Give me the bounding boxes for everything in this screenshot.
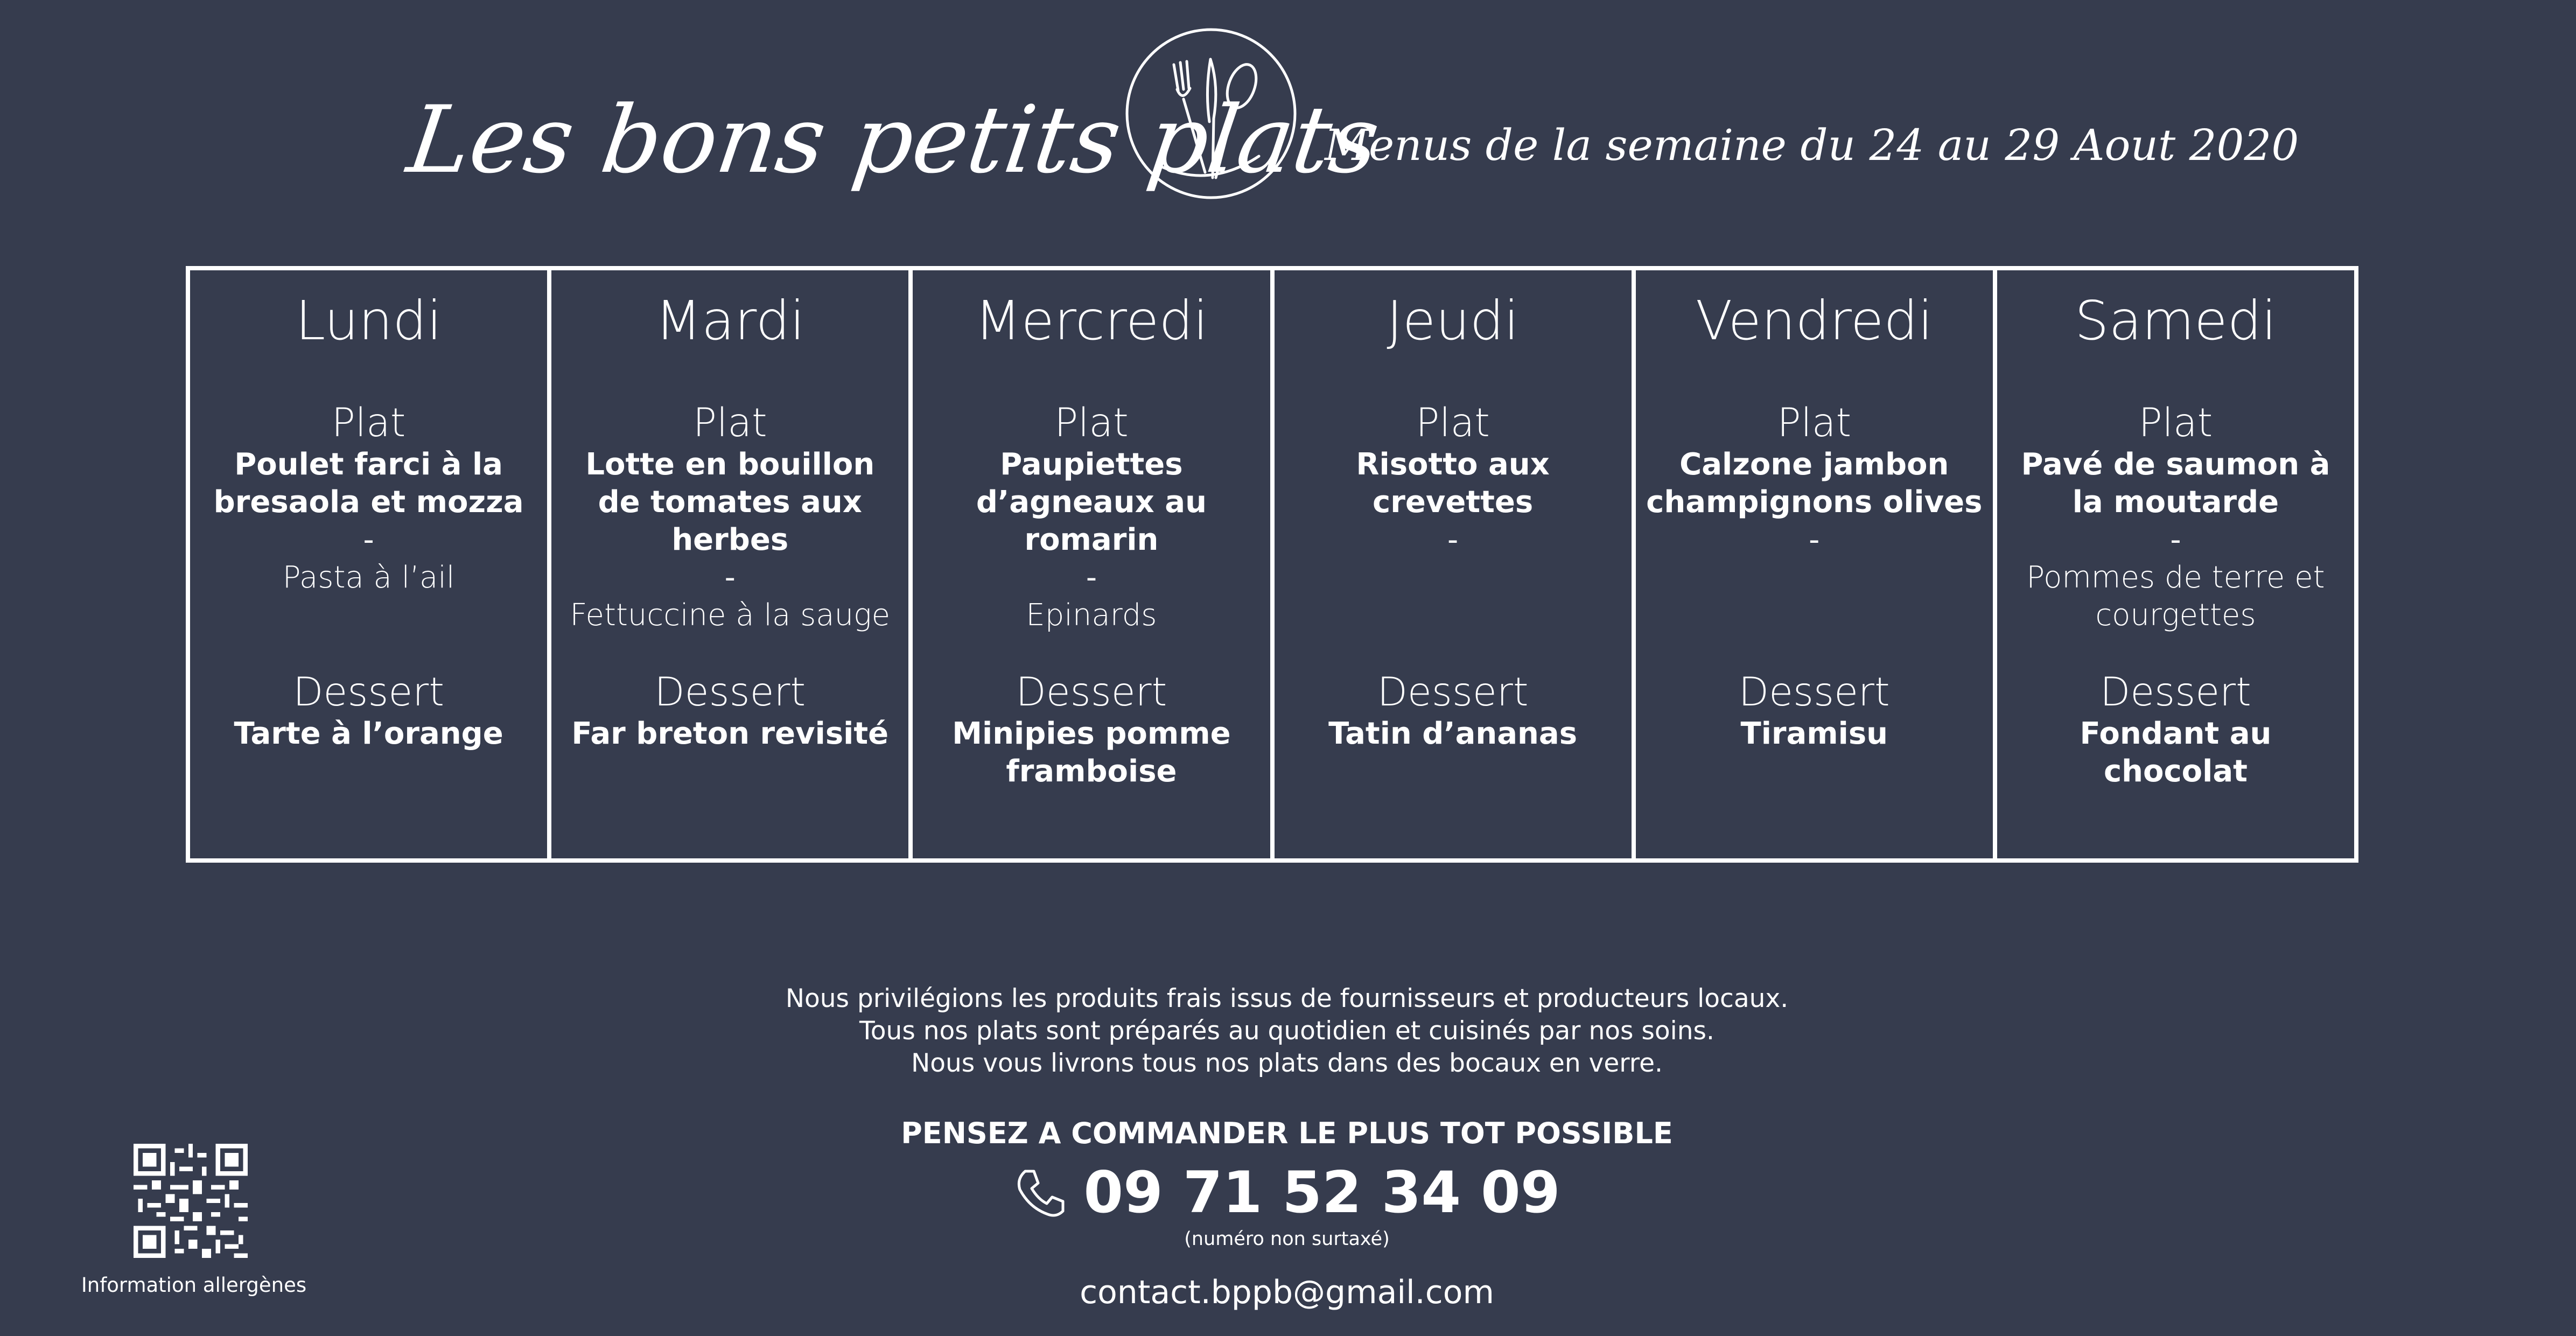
side-dish: Fettuccine à la sauge [570,598,891,633]
dessert-label: Dessert [654,669,806,715]
side-dish: Pommes de terre et courgettes [2026,560,2325,633]
day-name: Vendredi [1695,289,1933,352]
main-dish: Calzone jambon champignons olives [1646,447,1983,520]
dessert-label: Dessert [1377,669,1529,715]
dessert-dish: Tatin d’ananas [1328,716,1578,751]
main-dish: Risotto aux crevettes [1356,447,1550,520]
plat-label: Plat [331,400,406,446]
main-dish: Paupiettes d’agneaux au romarin [976,447,1207,557]
day-column-vendredi [1632,270,1993,858]
day-column-mardi [547,270,908,858]
allergen-info-label: Information allergènes [81,1274,307,1297]
cutlery-icon [1124,27,1298,200]
phone-icon [1013,1166,1067,1220]
dessert-label: Dessert [1016,669,1167,715]
dessert-section [922,670,1260,791]
day-name: Jeudi [1387,289,1519,352]
plat-section [2007,401,2344,670]
dessert-dish: Tiramisu [1740,716,1888,751]
info-line: Nous vous livrons tous nos plats dans des bocaux en verre. [911,1048,1663,1078]
phone-number[interactable]: 09 71 52 34 09 [1083,1159,1560,1226]
dish-separator: - [724,560,736,595]
dish-separator: - [1447,522,1459,557]
day-column-jeudi [1270,270,1632,858]
plat-section [1646,401,1983,670]
dessert-dish: Far breton revisité [571,716,889,751]
plat-label: Plat [1416,400,1490,446]
dessert-dish: Fondant au chocolat [2080,716,2272,789]
main-dish: Lotte en bouillon de tomates aux herbes [585,447,875,557]
weekly-menu-table [186,266,2358,863]
day-column-mercredi [908,270,1270,858]
dish-separator: - [363,522,374,557]
dessert-dish: Tarte à l’orange [234,716,503,751]
dessert-label: Dessert [293,669,444,715]
dish-separator: - [1809,522,1820,557]
dessert-section [561,670,899,753]
page-title: Les bons petits plats [401,86,1386,194]
info-line: Tous nos plats sont préparés au quotidien et cuisinés par nos soins. [859,1016,1714,1046]
day-name: Samedi [2074,289,2277,352]
dish-separator: - [2170,522,2181,557]
plat-label: Plat [1777,400,1852,446]
day-name: Mardi [655,289,805,352]
order-reminder: PENSEZ A COMMANDER LE PLUS TOT POSSIBLE [901,1116,1673,1150]
phone-contact [538,1158,2035,1228]
day-column-samedi [1993,270,2354,858]
day-name: Mercredi [975,289,1208,352]
plat-label: Plat [692,400,767,446]
dessert-section [1646,670,1983,753]
dessert-section [200,670,537,753]
side-dish: Epinards [1026,598,1157,633]
info-text [538,983,2035,1080]
dessert-label: Dessert [2100,669,2251,715]
main-dish: Pavé de saumon à la moutarde [2021,447,2330,520]
dessert-section [2007,670,2344,791]
plat-label: Plat [2138,400,2213,446]
email-link[interactable]: contact.bppb@gmail.com [1080,1274,1494,1311]
phone-note: (numéro non surtaxé) [1184,1228,1390,1250]
qr-code-icon[interactable] [134,1144,248,1258]
plat-section [561,401,899,670]
dessert-label: Dessert [1738,669,1890,715]
info-line: Nous privilégions les produits frais issus de fournisseurs et producteurs locaux. [785,984,1789,1013]
plat-section [922,401,1260,670]
plat-section [200,401,537,670]
main-dish: Poulet farci à la bresaola et mozza [213,447,524,520]
dessert-section [1284,670,1622,753]
dish-separator: - [1086,560,1097,595]
side-dish: Pasta à l’ail [282,560,455,595]
day-name: Lundi [295,289,442,352]
dessert-dish: Minipies pomme framboise [952,716,1231,789]
week-subtitle: Menus de la semaine du 24 au 29 Aout 2020 [1325,120,2299,170]
plat-label: Plat [1054,400,1129,446]
day-column-lundi [190,270,547,858]
plat-section [1284,401,1622,670]
